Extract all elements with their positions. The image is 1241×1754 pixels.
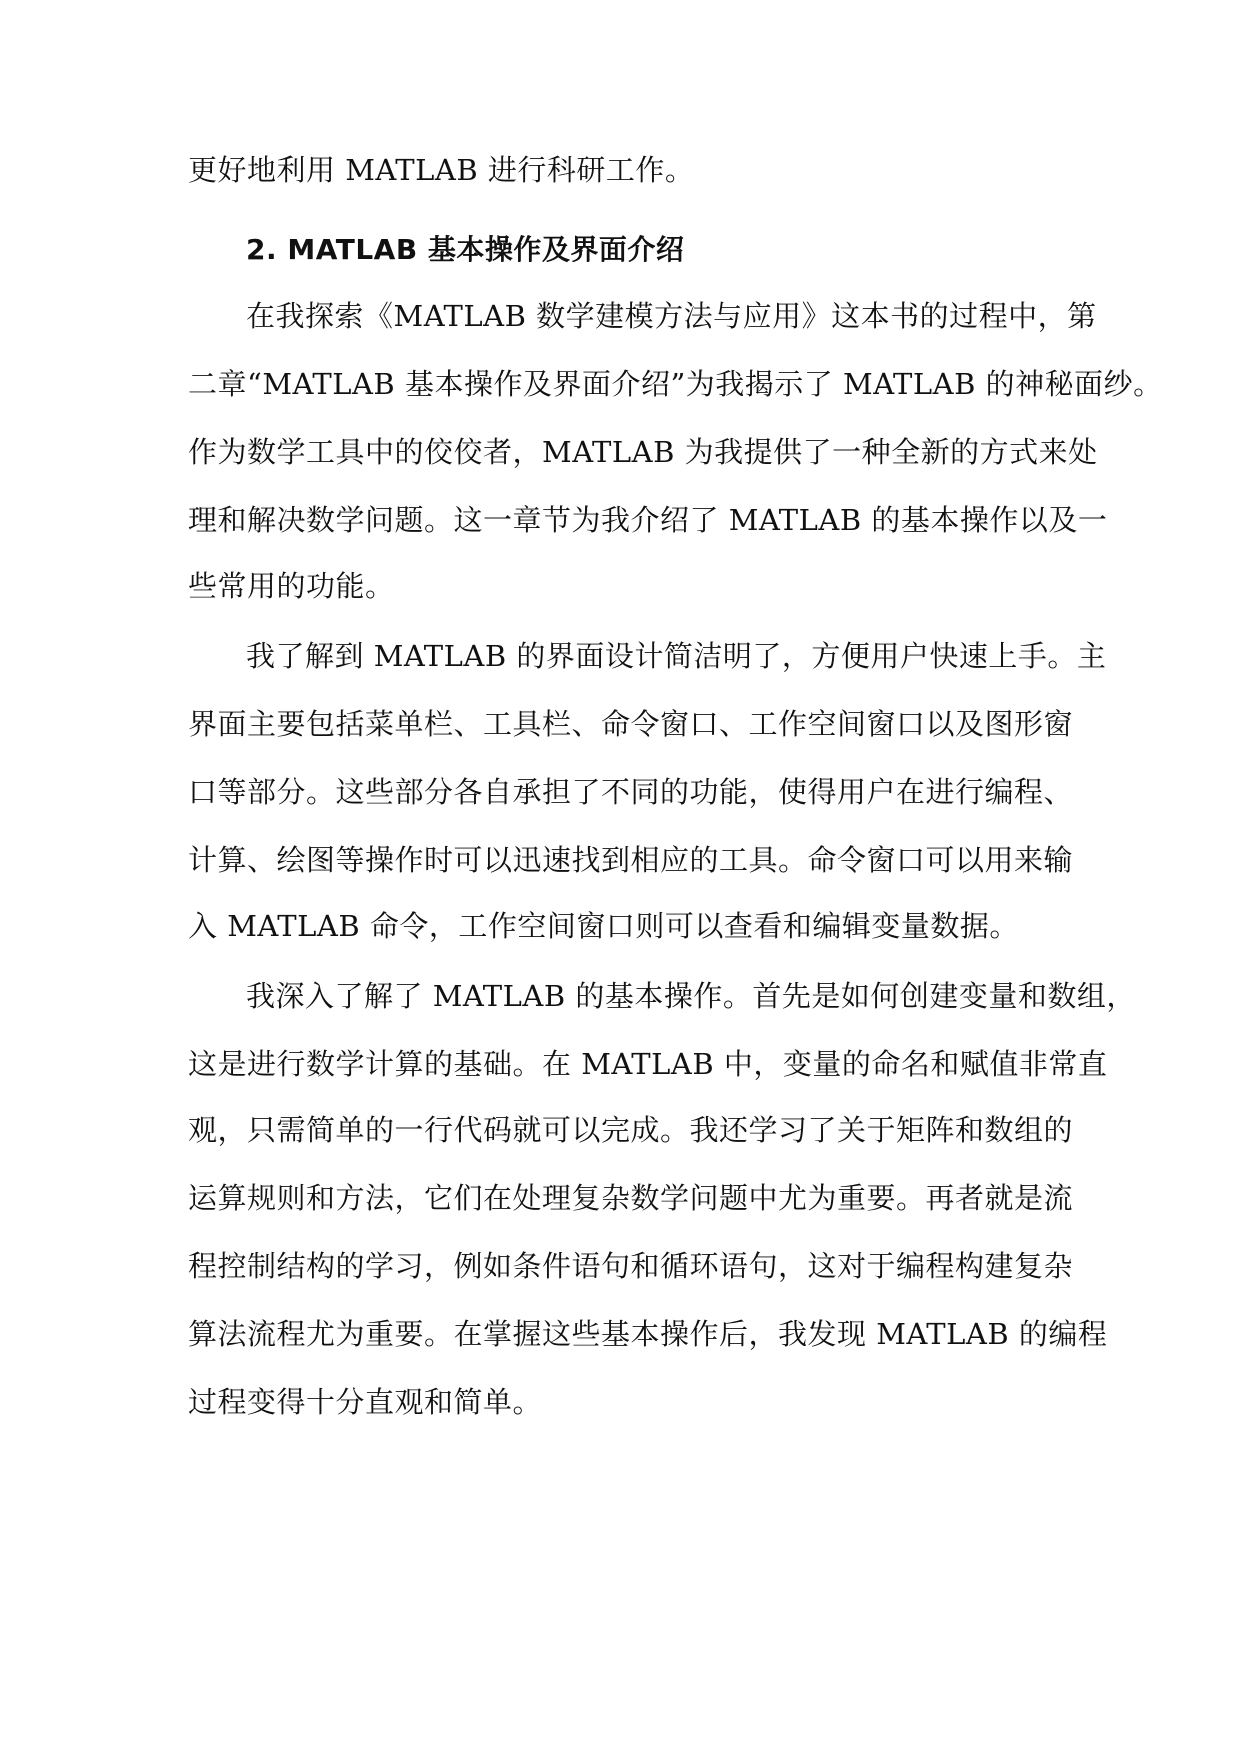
text-line: 作为数学工具中的佼佼者，MATLAB 为我提供了一种全新的方式来处 [188,435,1098,469]
text-line: 些常用的功能。 [188,569,395,603]
text-line: 我了解到 MATLAB 的界面设计简洁明了，方便用户快速上手。主 [246,639,1107,673]
text-line: 计算、绘图等操作时可以迅速找到相应的工具。命令窗口可以用来输 [188,843,1074,877]
text-line: 过程变得十分直观和简单。 [188,1385,543,1419]
section-heading: 2. MATLAB 基本操作及界面介绍 [246,233,685,266]
text-line: 口等部分。这些部分各自承担了不同的功能，使得用户在进行编程、 [188,775,1074,809]
text-line: 更好地利用 MATLAB 进行科研工作。 [188,153,695,187]
text-line: 算法流程尤为重要。在掌握这些基本操作后，我发现 MATLAB 的编程 [188,1317,1108,1351]
text-line: 观，只需简单的一行代码就可以完成。我还学习了关于矩阵和数组的 [188,1113,1074,1147]
text-line: 二章“MATLAB 基本操作及界面介绍”为我揭示了 MATLAB 的神秘面纱。 [188,367,1163,401]
text-line: 我深入了解了 MATLAB 的基本操作。首先是如何创建变量和数组， [246,979,1136,1013]
text-line: 界面主要包括菜单栏、工具栏、命令窗口、工作空间窗口以及图形窗 [188,707,1074,741]
text-line: 程控制结构的学习，例如条件语句和循环语句，这对于编程构建复杂 [188,1249,1074,1283]
text-line: 入 MATLAB 命令，工作空间窗口则可以查看和编辑变量数据。 [188,909,1019,943]
text-line: 在我探索《MATLAB 数学建模方法与应用》这本书的过程中，第 [246,299,1097,333]
text-line: 这是进行数学计算的基础。在 MATLAB 中，变量的命名和赋值非常直 [188,1047,1108,1081]
text-line: 理和解决数学问题。这一章节为我介绍了 MATLAB 的基本操作以及一 [188,503,1108,537]
text-line: 运算规则和方法，它们在处理复杂数学问题中尤为重要。再者就是流 [188,1181,1074,1215]
